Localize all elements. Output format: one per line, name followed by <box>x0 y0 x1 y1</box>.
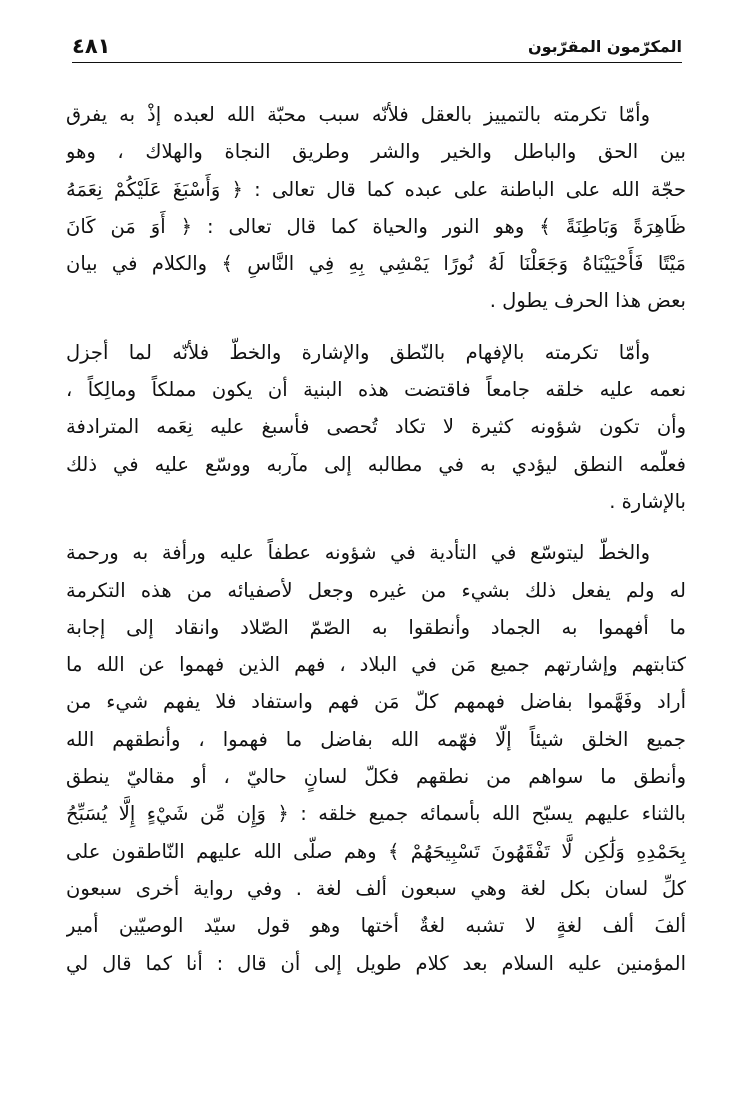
page-header <box>72 30 682 63</box>
text-line: وأنطق ما سواهم من نطقهم فكلّ لسانٍ حاليّ ، أو مقاليّ ينطق <box>66 765 686 789</box>
text-line: المؤمنين عليه السلام بعد كلام طويل إلى أن قال : أنا كما قال لي <box>66 951 686 975</box>
text-line: ما أفهموا به الجماد وأنطقوا به الصّمّ الصّلاد وانقاد إلى إجابة <box>66 615 686 639</box>
text-line: والخطّ ليتوسّع في التأدية في شؤونه عطفاً عليه ورأفة به ورحمة <box>66 541 650 565</box>
page-body <box>66 96 686 996</box>
page-number: ٤٨١ <box>72 34 111 58</box>
text-line: وأمّا تكرمته بالتمييز بالعقل فلأنّه سبب محبّة الله لعبده إذْ به يفرق <box>66 103 650 126</box>
text-line: كلِّ لسان بكل لغة وهي سبعون ألف لغة . وفي رواية أخرى سبعون <box>66 876 686 900</box>
text-line: فعلّمه النطق ليؤدي به في مطالبه إلى مآربه ووسّع عليه في ذلك <box>66 452 686 476</box>
text-line: بين الحق والباطل والخير والشر وطريق النجاة والهلاك ، وهو <box>66 140 686 164</box>
text-line: بالثناء عليهم يسبّح الله بأسمائه جميع خلقه : ﴿ وَإِن مِّن شَيْءٍ إِلَّا يُسَبِّحُ <box>66 802 686 826</box>
paragraph <box>66 96 686 320</box>
text-line: بعض هذا الحرف يطول . <box>489 289 686 313</box>
text-line: مَيْتًا فَأَحْيَيْنَاهُ وَجَعَلْنَا لَهُ نُورًا يَمْشِي بِهِ فِي النَّاسِ ﴾ والكلام في بيان <box>66 252 686 276</box>
text-line: وأمّا تكرمته بالإفهام بالنّطق والإشارة والخطّ فلأنّه لما أجزل <box>66 340 650 364</box>
running-title: المكرّمون المقرّبون <box>527 37 682 56</box>
text-line: نعمه عليه خلقه جامعاً فاقتضت هذه البنية أن يكون مملكاً ومالِكاً ، <box>66 378 686 402</box>
paragraph <box>66 334 686 520</box>
paragraph <box>66 534 686 982</box>
text-line: حجّة الله على الباطنة على عبده كما قال تعالى : ﴿ وَأَسْبَغَ عَلَيْكُمْ نِعَمَهُ <box>66 177 686 201</box>
text-line: جميع الخلق شيئاً إلّا فهّمه الله بفاضل ما فهموا ، وأنطقهم الله <box>66 727 686 751</box>
text-line: بِحَمْدِهِ وَلَٰكِن لَّا تَفْقَهُونَ تَسْبِيحَهُمْ ﴾ وهم صلّى الله عليهم النّاطقون على <box>66 839 686 863</box>
text-line: ظَاهِرَةً وَبَاطِنَةً ﴾ وهو النور والحياة كما قال تعالى : ﴿ أَوَ مَن كَانَ <box>66 214 686 238</box>
text-line: بالإشارة . <box>609 489 686 513</box>
text-line: أراد وفَهَّموا بفاضل فهمهم كلّ مَن فهم واستفاد فلا يفهم شيء من <box>66 690 686 714</box>
text-line: وأن تكون شؤونه كثيرة لا تكاد تُحصى فأسبغ عليه نِعَمه المترادفة <box>66 415 686 439</box>
text-line: له ولم يفعل ذلك بشيء من غيره وجعل لأصفيائه من هذه التكرمة <box>66 578 686 602</box>
text-line: كتابتهم وإشارتهم جميع مَن في البلاد ، فهم الذين فهموا عن الله ما <box>66 653 686 677</box>
text-line: ألفَ ألف لغةٍ لا تشبه لغةٌ أختها وهو قول سيّد الوصيّين أمير <box>66 914 686 938</box>
